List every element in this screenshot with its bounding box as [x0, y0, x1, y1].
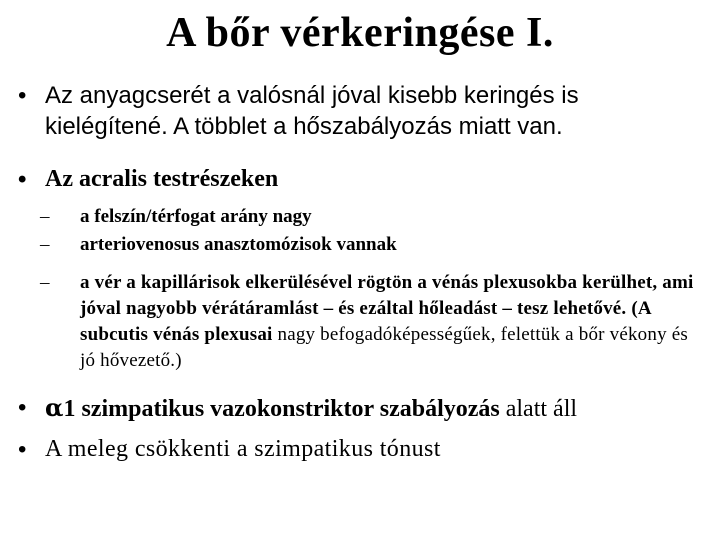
sub-bullet-text: a felszín/térfogat arány nagy: [80, 206, 312, 227]
sub-bullet-text-normal: nagy befogadóképességűek, felettük a bőr vékony és jó hővezető.): [80, 324, 688, 371]
sub-bullet-marker: –: [40, 234, 50, 255]
bullet-text-normal: alatt áll: [499, 396, 578, 422]
bullet-item-heat: [18, 434, 708, 465]
bullet-marker: •: [18, 82, 27, 109]
sub-bullet-marker: –: [40, 206, 50, 227]
bullet-item-metabolism: [18, 80, 698, 142]
bullet-text: Az anyagcserét a valósnál jóval kisebb keringés is kielégítené. A többlet a hőszabályozás miatt van.: [45, 82, 579, 140]
sub-bullet-text: [80, 270, 700, 374]
sub-bullet-text: arteriovenosus anasztomózisok vannak: [80, 234, 397, 255]
alpha-symbol: α: [45, 393, 64, 422]
sub-bullet-text-bold: a vér a kapillárisok elkerülésével rögtön a vénás plexusokba kerülhet, ami jóval nagyobb vérátáramlást – és ezáltal hőleadást – tesz lehetővé. (A subcutis vénás plexusai: [80, 272, 694, 345]
bullet-text-bold: 1 szimpatikus vazokonstriktor szabályozás: [63, 396, 500, 422]
slide-title: A bőr vérkeringése I.: [166, 10, 554, 56]
bullet-item-alpha1: [18, 392, 708, 425]
bullet-marker: •: [18, 436, 27, 463]
bullet-marker: •: [18, 394, 27, 421]
bullet-item-acral: [18, 164, 698, 195]
bullet-text: Az acralis testrészeken: [45, 166, 279, 192]
sub-bullet-marker: –: [40, 272, 50, 293]
sub-bullet-surface-volume: [40, 204, 700, 230]
bullet-text: A meleg csökkenti a szimpatikus tónust: [45, 436, 441, 462]
sub-bullet-anastomoses: [40, 232, 700, 258]
bullet-marker: •: [18, 166, 27, 193]
bullet-text: [45, 392, 577, 425]
sub-bullet-venous-plexus: [40, 270, 700, 374]
